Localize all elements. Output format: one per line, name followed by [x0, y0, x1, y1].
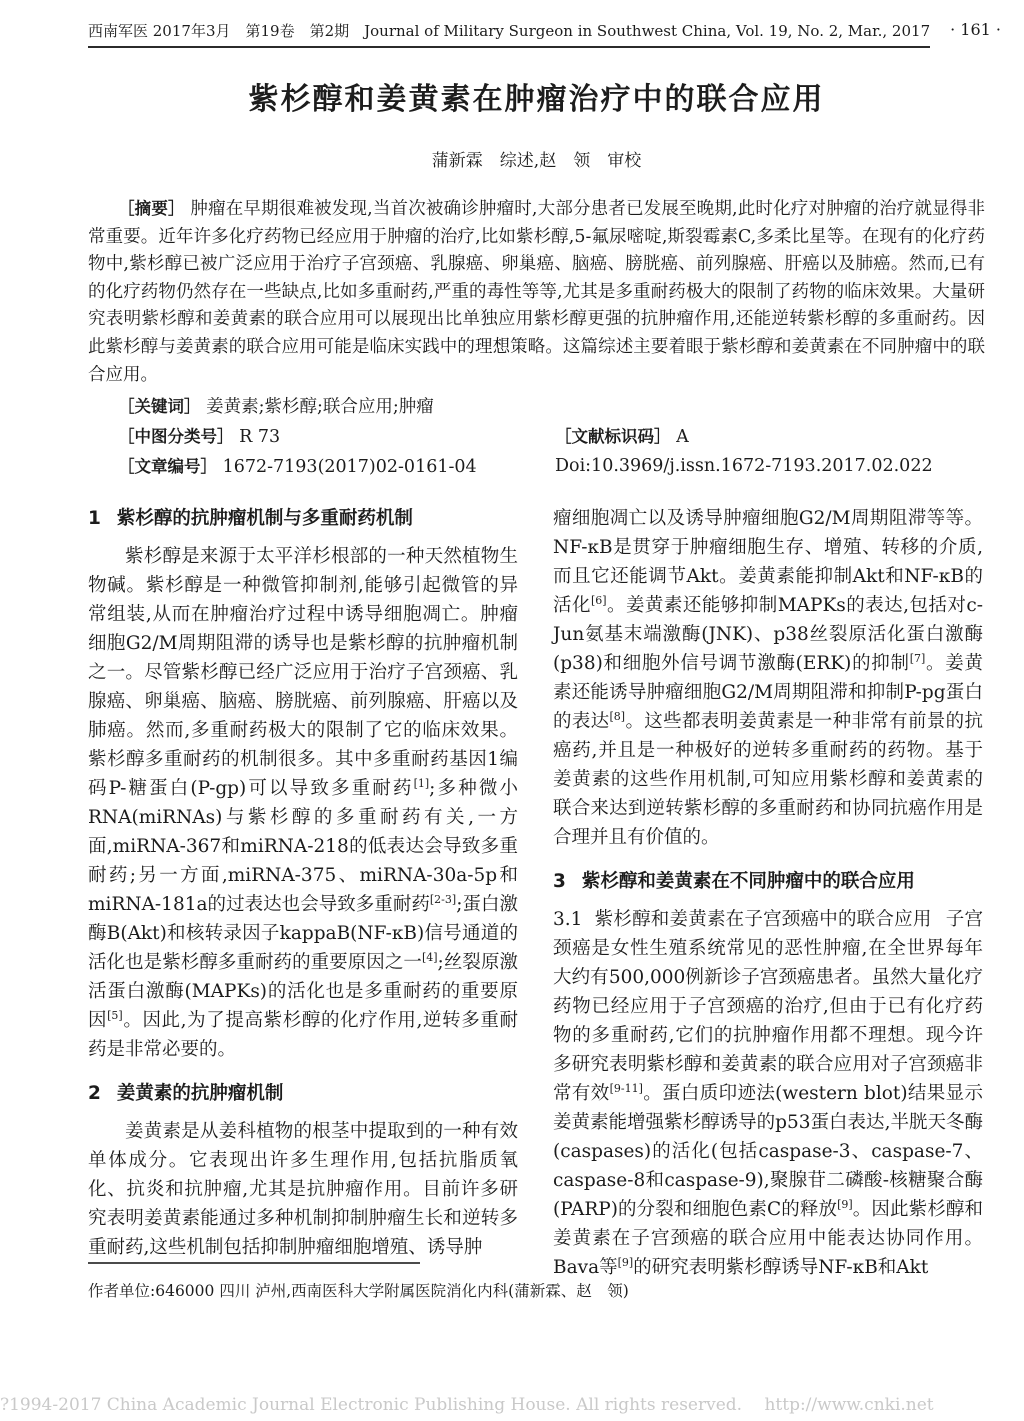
page-header [88, 20, 1002, 48]
keywords-line [88, 392, 985, 422]
article-id-value: 1672-7193(2017)02-0161-04 [222, 457, 477, 478]
authors-line: 蒲新霖 综述,赵 领 审校 [431, 151, 642, 171]
section-2-title: 姜黄素的抗肿瘤机制 [116, 1083, 284, 1105]
article-id-label: ［文章编号］ [118, 457, 217, 477]
footnote-separator [88, 1262, 420, 1264]
section-3-number: 3 [553, 871, 566, 893]
article-id-item [88, 452, 555, 482]
abstract-paragraph [88, 195, 985, 389]
paper-title: 紫杉醇和姜黄素在肿瘤治疗中的联合应用 [248, 82, 825, 117]
abstract-text: 肿瘤在早期很难被发现,当首次被确诊肿瘤时,大部分患者已发展至晚期,此时化疗对肿瘤的治疗就显得非常重要。近年许多化疗药物已经应用于肿瘤的治疗,比如紫杉醇,5-氟尿嘧啶,斯裂霉素C,多柔比星等。在现有的化疗药物中,紫杉醇已被广泛应用于治疗子宫颈癌、乳腺癌、卵巢癌、脑癌、膀胱癌、前列腺癌、肝癌以及肺癌。然而,已有的化疗药物仍然存在一些缺点,比如多重耐药,严重的毒性等等,尤其是多重耐药极大的限制了药物的临床效果。大量研究表明紫杉醇和姜黄素的联合应用可以展现出比单独应用紫杉醇更强的抗肿瘤作用,还能逆转紫杉醇的多重耐药。因此紫杉醇与姜黄素的联合应用可能是临床实践中的理想策略。这篇综述主要着眼于紫杉醇和姜黄素在不同肿瘤中的联合应用。 [88, 199, 985, 385]
keywords-text: 姜黄素;紫杉醇;联合应用;肿瘤 [206, 397, 434, 418]
section-1-paragraph: 紫杉醇是来源于太平洋杉根部的一种天然植物生物碱。紫杉醇是一种微管抑制剂,能够引起微管的异常组装,从而在肿瘤治疗过程中诱导细胞凋亡。肿瘤细胞G2/M周期阻滞的诱导也是紫杉醇的抗肿瘤机制之一。尽管紫杉醇已经广泛应用于治疗子宫颈癌、乳腺癌、卵巢癌、脑癌、膀胱癌、前列腺癌、肝癌以及肺癌。然而,多重耐药极大的限制了它的临床效果。紫杉醇多重耐药的机制很多。其中多重耐药基因1编码P-糖蛋白(P-gp)可以导致多重耐药[1];多种微小RNA(miRNAs)与紫杉醇的多重耐药有关,一方面,miRNA-367和miRNA-218的低表达会导致多重耐药;另一方面,miRNA-375、miRNA-30a-5p和miRNA-181a的过表达也会导致多重耐药[2-3];蛋白激酶B(Akt)和核转录因子kappaB(NF-κB)信号通道的活化也是紫杉醇多重耐药的重要原因之一[4];丝裂原激活蛋白激酶(MAPKs)的活化也是多重耐药的重要原因[5]。因此,为了提高紫杉醇的化疗作用,逆转多重耐药是非常必要的。 [88, 546, 519, 1061]
subsection-3-1-text: 子宫颈癌是女性生殖系统常见的恶性肿瘤,在全世界每年大约有500,000例新诊子宫颈癌患者。虽然大量化疗药物已经应用于子宫颈癌的治疗,但由于已有化疗药物的多重耐药,它们的抗肿瘤作用都不理想。现今许多研究表明紫杉醇和姜黄素的联合应用对子宫颈癌非常有效[9-11]。蛋白质印迹法(western blot)结果显示姜黄素能增强紫杉醇诱导的p53蛋白表达,半胱天冬酶(caspases)的活化(包括caspase-3、caspase-7、caspase-8和caspase-9),聚腺苷二磷酸-核糖聚合酶(PARP)的分裂和细胞色素C的释放[9]。因此紫杉醇和姜黄素在子宫颈癌的联合应用中能表达协同作用。Bava等[9]的研究表明紫杉醇诱导NF-κB和Akt [553, 909, 983, 1279]
article-id-row [88, 452, 985, 482]
subsection-3-1-paragraph [553, 905, 983, 1282]
copyright-watermark: ?1994-2017 China Academic Journal Electronic Publishing House. All rights reserved. http://www.cnki.net [0, 1395, 934, 1415]
section-2-paragraph-left: 姜黄素是从姜科植物的根茎中提取到的一种有效单体成分。它表现出许多生理作用,包括抗脂质氧化、抗炎和抗肿瘤,尤其是抗肿瘤作用。目前许多研究表明姜黄素能通过多种机制抑制肿瘤生长和逆转多重耐药,这些机制包括抑制肿瘤细胞增殖、诱导肿 [88, 1121, 518, 1259]
doc-code-label: ［文献标识码］ [555, 427, 671, 447]
section-2-heading [88, 1079, 518, 1108]
clc-item [88, 422, 555, 452]
clc-label: ［中图分类号］ [118, 427, 234, 447]
section-1-number: 1 [88, 508, 101, 530]
doi-text: Doi:10.3969/j.issn.1672-7193.2017.02.022 [555, 456, 933, 477]
left-column [88, 504, 518, 1282]
subsection-3-1-number: 3.1 [553, 909, 583, 931]
footnote-block [88, 1262, 629, 1301]
keywords-label: ［关键词］ [118, 397, 201, 417]
clc-value: R 73 [239, 427, 281, 448]
section-3-title: 紫杉醇和姜黄素在不同肿瘤中的联合应用 [581, 871, 915, 893]
right-column [553, 504, 983, 1282]
journal-header-line: 西南军医 2017年3月 第19卷 第2期 Journal of Military Surgeon in Southwest China, Vol. 19, No. 2, Mar., 2017 [88, 20, 930, 48]
doc-code-value: A [676, 427, 689, 448]
doc-code-item [555, 422, 985, 452]
classification-row [88, 422, 985, 452]
page-number: · 161 · [950, 20, 1002, 39]
section-1-title: 紫杉醇的抗肿瘤机制与多重耐药机制 [116, 508, 413, 530]
abstract-label: ［摘要］ [118, 199, 185, 218]
section-1-heading [88, 504, 518, 533]
section-3-heading [553, 867, 983, 896]
subsection-3-1-title: 紫杉醇和姜黄素在子宫颈癌中的联合应用 [594, 909, 932, 931]
footnote-text: 作者单位:646000 四川 泸州,西南医科大学附属医院消化内科(蒲新霖、赵 领) [88, 1282, 629, 1300]
body-columns [88, 504, 985, 1282]
section-2-number: 2 [88, 1083, 101, 1105]
section-2-paragraph-continued: 瘤细胞凋亡以及诱导肿瘤细胞G2/M周期阻滞等等。NF-κB是贯穿于肿瘤细胞生存、增殖、转移的介质,而且它还能调节Akt。姜黄素能抑制Akt和NF-κB的活化[6]。姜黄素还能够抑制MAPKs的表达,包括对c-Jun氨基末端激酶(JNK)、p38丝裂原活化蛋白激酶(p38)和细胞外信号调节激酶(ERK)的抑制[7]。姜黄素还能诱导肿瘤细胞G2/M周期阻滞和抑制P-pg蛋白的表达[8]。这些都表明姜黄素是一种非常有前景的抗癌药,并且是一种极好的逆转多重耐药的药物。基于姜黄素的这些作用机制,可知应用紫杉醇和姜黄素的联合来达到逆转紫杉醇的多重耐药和协同抗癌作用是合理并且有价值的。 [553, 508, 983, 849]
